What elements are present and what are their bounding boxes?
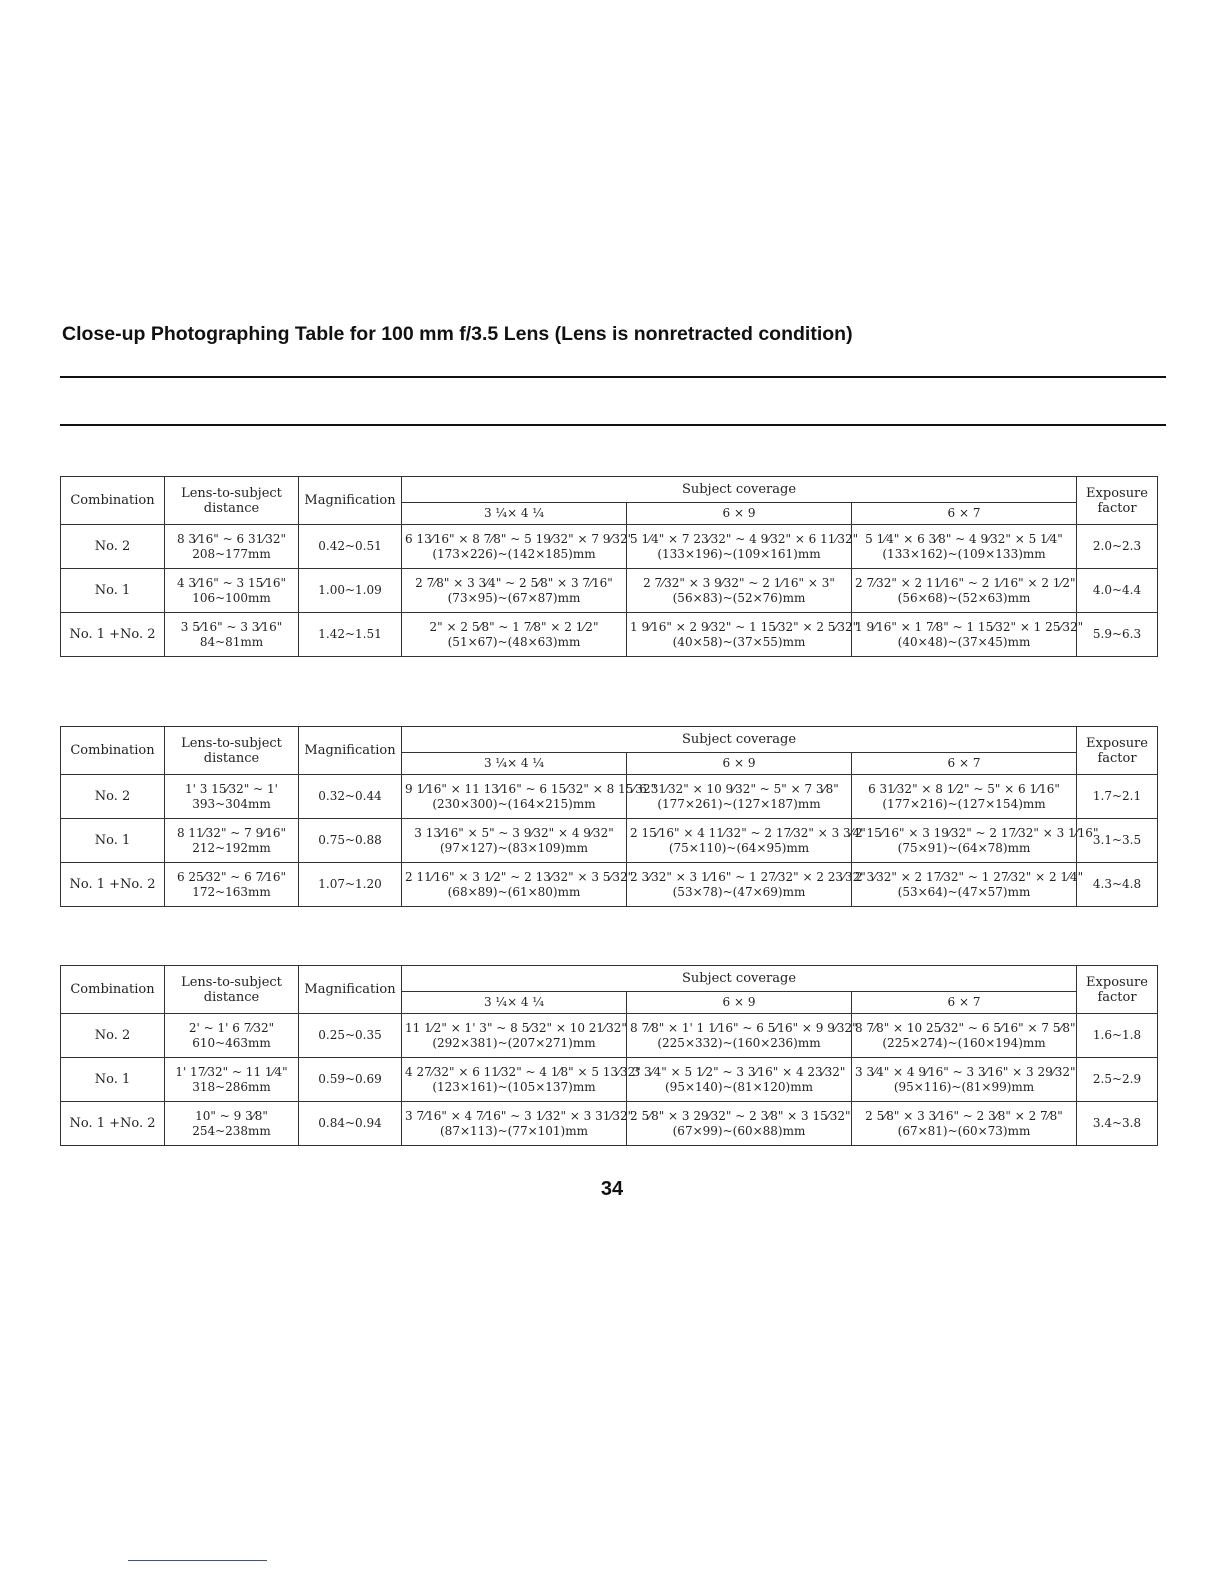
cell-coverage-3x4: 2" × 2 5⁄8" ~ 1 7⁄8" × 2 1⁄2" (51×67)~(48×63)mm — [402, 613, 627, 657]
cell-magnification: 0.42~0.51 — [299, 525, 402, 569]
cell-coverage-6x9: 2 5⁄8" × 3 29⁄32" ~ 2 3⁄8" × 3 15⁄32" (67×99)~(60×88)mm — [627, 1102, 852, 1146]
close-up-table-1 — [60, 476, 1158, 657]
cell-magnification: 0.84~0.94 — [299, 1102, 402, 1146]
cell-coverage-6x7: 2 15⁄16" × 3 19⁄32" ~ 2 17⁄32" × 3 1⁄16" (75×91)~(64×78)mm — [852, 819, 1077, 863]
cell-distance: 4 3⁄16" ~ 3 15⁄16" 106~100mm — [165, 569, 299, 613]
cell-magnification: 1.07~1.20 — [299, 863, 402, 907]
cell-coverage-3x4: 6 13⁄16" × 8 7⁄8" ~ 5 19⁄32" × 7 9⁄32" (173×226)~(142×185)mm — [402, 525, 627, 569]
cell-distance: 3 5⁄16" ~ 3 3⁄16" 84~81mm — [165, 613, 299, 657]
cell-exposure-factor: 4.0~4.4 — [1077, 569, 1158, 613]
table-row — [61, 525, 1158, 569]
cell-magnification: 0.25~0.35 — [299, 1014, 402, 1058]
header-exposure-factor: Exposure factor — [1077, 727, 1158, 775]
cell-distance: 6 25⁄32" ~ 6 7⁄16" 172~163mm — [165, 863, 299, 907]
cell-coverage-3x4: 2 7⁄8" × 3 3⁄4" ~ 2 5⁄8" × 3 7⁄16" (73×95)~(67×87)mm — [402, 569, 627, 613]
table-row — [61, 569, 1158, 613]
cell-coverage-6x7: 5 1⁄4" × 6 3⁄8" ~ 4 9⁄32" × 5 1⁄4" (133×162)~(109×133)mm — [852, 525, 1077, 569]
footer-link-underline — [128, 1560, 267, 1561]
cell-magnification: 0.59~0.69 — [299, 1058, 402, 1102]
cell-coverage-3x4: 11 1⁄2" × 1' 3" ~ 8 5⁄32" × 10 21⁄32" (292×381)~(207×271)mm — [402, 1014, 627, 1058]
table-row — [61, 1014, 1158, 1058]
header-format-1: 6 × 9 — [627, 503, 852, 525]
header-exposure-factor: Exposure factor — [1077, 966, 1158, 1014]
cell-coverage-3x4: 9 1⁄16" × 11 13⁄16" ~ 6 15⁄32" × 8 15⁄32" (230×300)~(164×215)mm — [402, 775, 627, 819]
cell-coverage-6x9: 2 15⁄16" × 4 11⁄32" ~ 2 17⁄32" × 3 3⁄4" (75×110)~(64×95)mm — [627, 819, 852, 863]
cell-combination: No. 1 +No. 2 — [61, 613, 165, 657]
header-format-1: 6 × 9 — [627, 992, 852, 1014]
header-format-0: 3 ¼× 4 ¼ — [402, 992, 627, 1014]
cell-coverage-6x9: 2 3⁄32" × 3 1⁄16" ~ 1 27⁄32" × 2 23⁄32" (53×78)~(47×69)mm — [627, 863, 852, 907]
cell-coverage-6x9: 2 7⁄32" × 3 9⁄32" ~ 2 1⁄16" × 3" (56×83)~(52×76)mm — [627, 569, 852, 613]
top-rule-1 — [60, 376, 1166, 378]
cell-magnification: 0.75~0.88 — [299, 819, 402, 863]
cell-magnification: 1.42~1.51 — [299, 613, 402, 657]
header-subject-coverage: Subject coverage — [402, 727, 1077, 753]
header-format-2: 6 × 7 — [852, 753, 1077, 775]
header-distance: Lens-to-subject distance — [165, 727, 299, 775]
cell-distance: 1' 17⁄32" ~ 11 1⁄4" 318~286mm — [165, 1058, 299, 1102]
cell-combination: No. 1 — [61, 1058, 165, 1102]
cell-coverage-6x9: 5 1⁄4" × 7 23⁄32" ~ 4 9⁄32" × 6 11⁄32" (133×196)~(109×161)mm — [627, 525, 852, 569]
cell-exposure-factor: 5.9~6.3 — [1077, 613, 1158, 657]
cell-distance: 8 3⁄16" ~ 6 31⁄32" 208~177mm — [165, 525, 299, 569]
table-row — [61, 775, 1158, 819]
cell-distance: 2' ~ 1' 6 7⁄32" 610~463mm — [165, 1014, 299, 1058]
header-magnification: Magnification — [299, 477, 402, 525]
header-subject-coverage: Subject coverage — [402, 966, 1077, 992]
table-title: Close-up Photographing Table for 100 mm f/3.5 Lens (Lens is nonretracted condition) — [62, 323, 853, 345]
cell-combination: No. 2 — [61, 1014, 165, 1058]
cell-combination: No. 2 — [61, 525, 165, 569]
header-exposure-factor: Exposure factor — [1077, 477, 1158, 525]
cell-coverage-6x7: 3 3⁄4" × 4 9⁄16" ~ 3 3⁄16" × 3 29⁄32" (95×116)~(81×99)mm — [852, 1058, 1077, 1102]
top-rule-2 — [60, 424, 1166, 426]
cell-coverage-3x4: 2 11⁄16" × 3 1⁄2" ~ 2 13⁄32" × 3 5⁄32" (68×89)~(61×80)mm — [402, 863, 627, 907]
header-format-1: 6 × 9 — [627, 753, 852, 775]
header-format-0: 3 ¼× 4 ¼ — [402, 503, 627, 525]
header-format-0: 3 ¼× 4 ¼ — [402, 753, 627, 775]
header-combination: Combination — [61, 966, 165, 1014]
header-subject-coverage: Subject coverage — [402, 477, 1077, 503]
header-distance: Lens-to-subject distance — [165, 966, 299, 1014]
close-up-table-2 — [60, 726, 1158, 907]
cell-exposure-factor: 2.0~2.3 — [1077, 525, 1158, 569]
cell-coverage-6x7: 8 7⁄8" × 10 25⁄32" ~ 6 5⁄16" × 7 5⁄8" (225×274)~(160×194)mm — [852, 1014, 1077, 1058]
cell-combination: No. 1 +No. 2 — [61, 1102, 165, 1146]
cell-coverage-6x7: 1 9⁄16" × 1 7⁄8" ~ 1 15⁄32" × 1 25⁄32" (40×48)~(37×45)mm — [852, 613, 1077, 657]
table-row — [61, 819, 1158, 863]
header-distance: Lens-to-subject distance — [165, 477, 299, 525]
cell-combination: No. 1 — [61, 569, 165, 613]
header-magnification: Magnification — [299, 966, 402, 1014]
page-number: 34 — [600, 1178, 624, 1200]
cell-exposure-factor: 3.1~3.5 — [1077, 819, 1158, 863]
close-up-table-3 — [60, 965, 1158, 1146]
cell-exposure-factor: 2.5~2.9 — [1077, 1058, 1158, 1102]
cell-coverage-6x9: 1 9⁄16" × 2 9⁄32" ~ 1 15⁄32" × 2 5⁄32" (40×58)~(37×55)mm — [627, 613, 852, 657]
cell-coverage-6x7: 2 5⁄8" × 3 3⁄16" ~ 2 3⁄8" × 2 7⁄8" (67×81)~(60×73)mm — [852, 1102, 1077, 1146]
table-row — [61, 1102, 1158, 1146]
cell-distance: 10" ~ 9 3⁄8" 254~238mm — [165, 1102, 299, 1146]
cell-distance: 1' 3 15⁄32" ~ 1' 393~304mm — [165, 775, 299, 819]
header-combination: Combination — [61, 727, 165, 775]
table-row — [61, 613, 1158, 657]
cell-coverage-6x9: 3 3⁄4" × 5 1⁄2" ~ 3 3⁄16" × 4 23⁄32" (95×140)~(81×120)mm — [627, 1058, 852, 1102]
cell-magnification: 1.00~1.09 — [299, 569, 402, 613]
cell-coverage-3x4: 3 13⁄16" × 5" ~ 3 9⁄32" × 4 9⁄32" (97×127)~(83×109)mm — [402, 819, 627, 863]
cell-combination: No. 1 — [61, 819, 165, 863]
header-format-2: 6 × 7 — [852, 992, 1077, 1014]
cell-coverage-3x4: 3 7⁄16" × 4 7⁄16" ~ 3 1⁄32" × 3 31⁄32" (87×113)~(77×101)mm — [402, 1102, 627, 1146]
cell-coverage-6x9: 8 7⁄8" × 1' 1 1⁄16" ~ 6 5⁄16" × 9 9⁄32" (225×332)~(160×236)mm — [627, 1014, 852, 1058]
cell-magnification: 0.32~0.44 — [299, 775, 402, 819]
header-magnification: Magnification — [299, 727, 402, 775]
cell-exposure-factor: 4.3~4.8 — [1077, 863, 1158, 907]
cell-coverage-6x7: 6 31⁄32" × 8 1⁄2" ~ 5" × 6 1⁄16" (177×216)~(127×154)mm — [852, 775, 1077, 819]
table-row — [61, 863, 1158, 907]
table-row — [61, 1058, 1158, 1102]
cell-exposure-factor: 3.4~3.8 — [1077, 1102, 1158, 1146]
cell-coverage-6x7: 2 3⁄32" × 2 17⁄32" ~ 1 27⁄32" × 2 1⁄4" (53×64)~(47×57)mm — [852, 863, 1077, 907]
header-format-2: 6 × 7 — [852, 503, 1077, 525]
cell-coverage-6x7: 2 7⁄32" × 2 11⁄16" ~ 2 1⁄16" × 2 1⁄2" (56×68)~(52×63)mm — [852, 569, 1077, 613]
cell-combination: No. 1 +No. 2 — [61, 863, 165, 907]
cell-exposure-factor: 1.7~2.1 — [1077, 775, 1158, 819]
cell-coverage-3x4: 4 27⁄32" × 6 11⁄32" ~ 4 1⁄8" × 5 13⁄32" (123×161)~(105×137)mm — [402, 1058, 627, 1102]
cell-coverage-6x9: 6 31⁄32" × 10 9⁄32" ~ 5" × 7 3⁄8" (177×261)~(127×187)mm — [627, 775, 852, 819]
cell-exposure-factor: 1.6~1.8 — [1077, 1014, 1158, 1058]
cell-combination: No. 2 — [61, 775, 165, 819]
header-combination: Combination — [61, 477, 165, 525]
cell-distance: 8 11⁄32" ~ 7 9⁄16" 212~192mm — [165, 819, 299, 863]
